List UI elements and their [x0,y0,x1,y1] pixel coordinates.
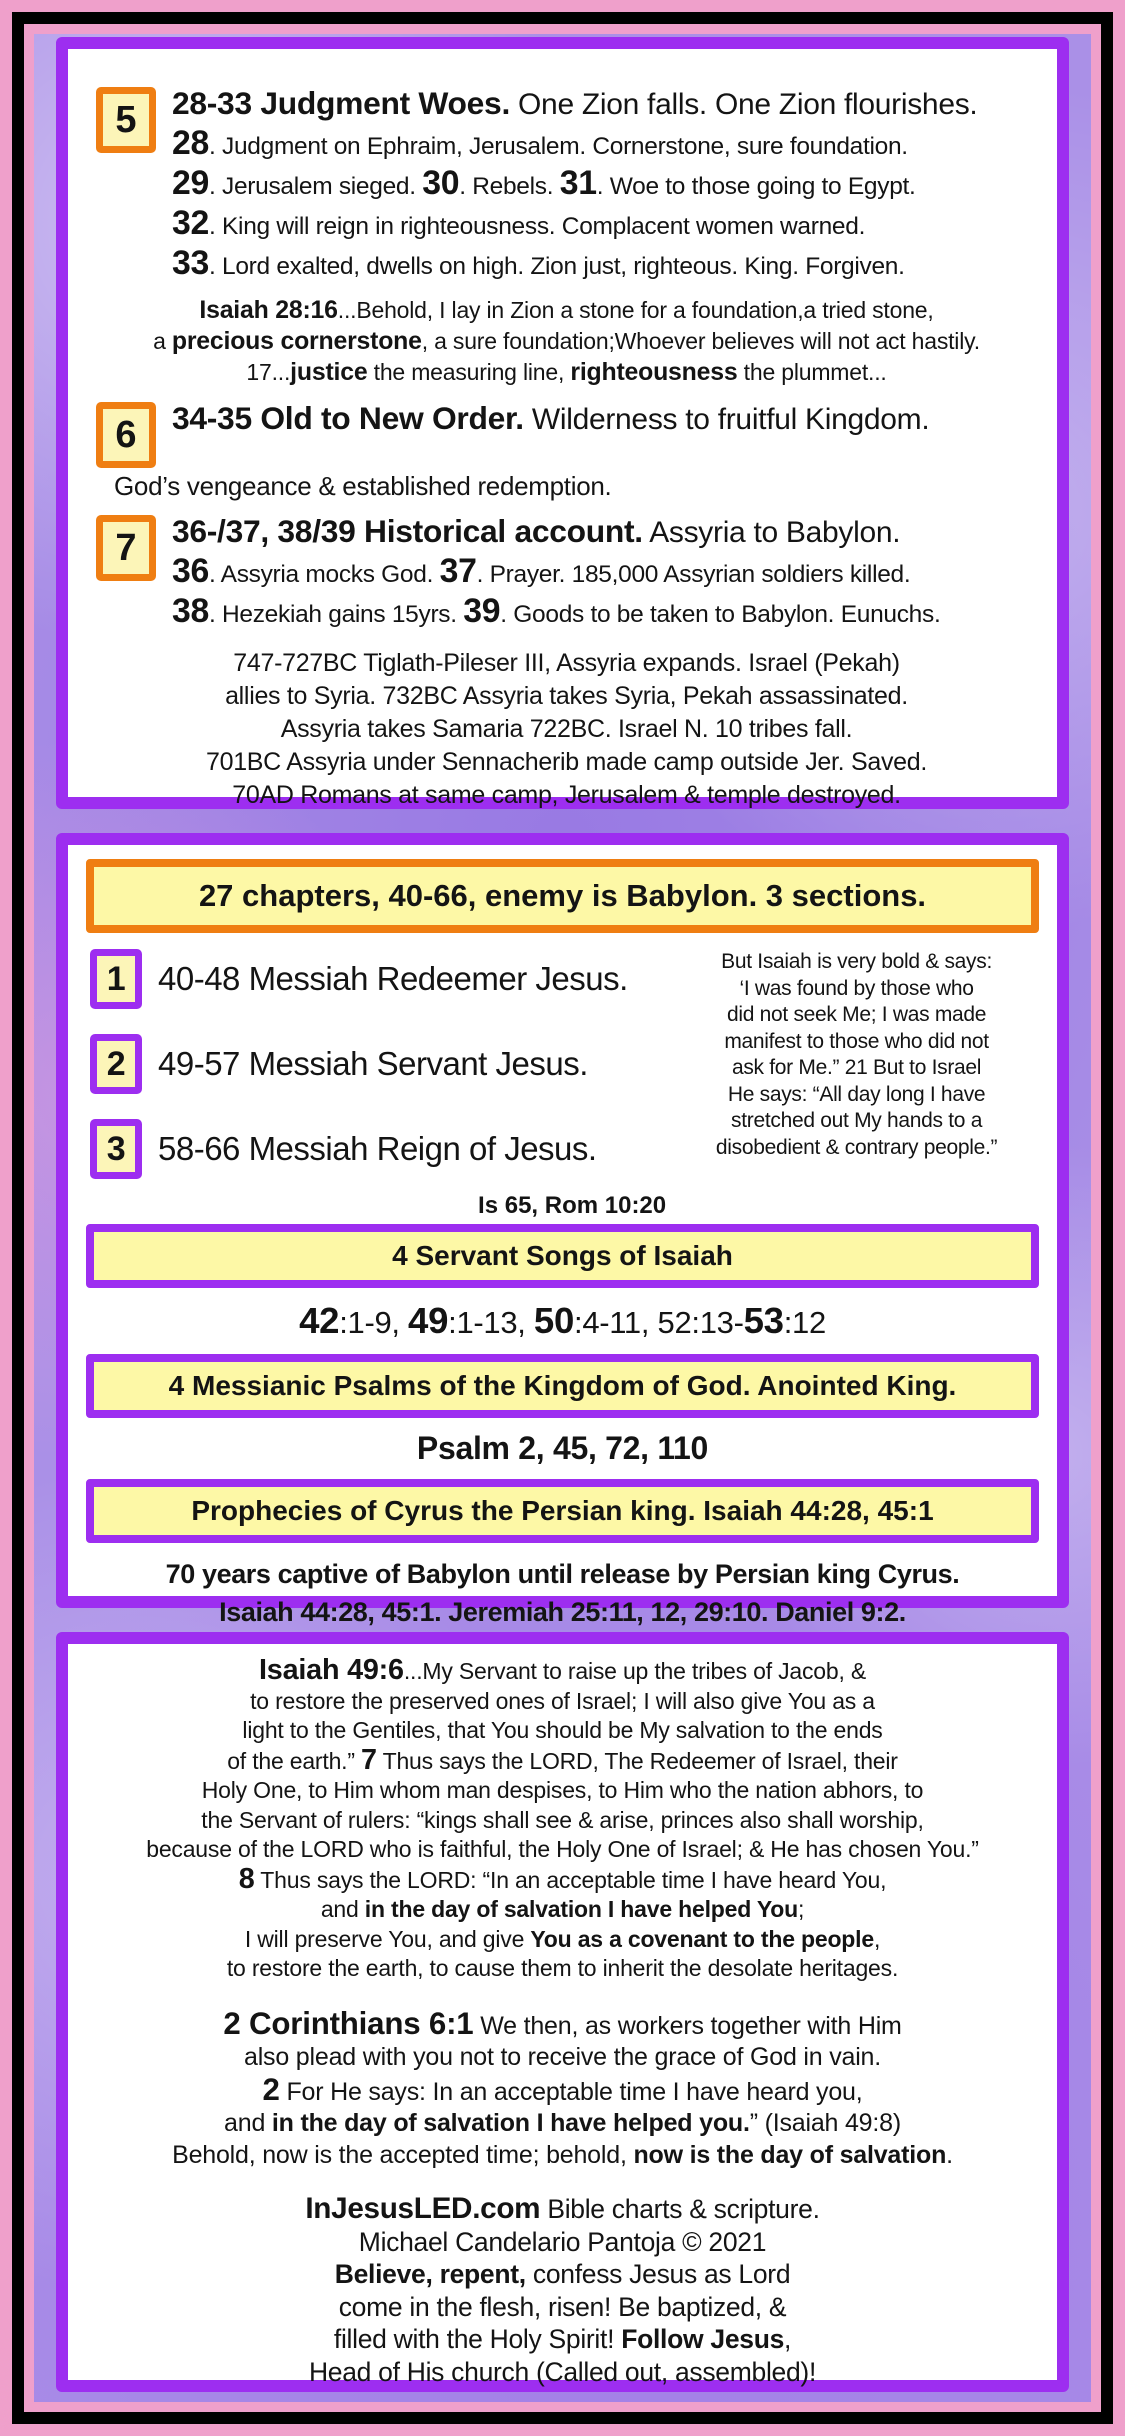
messianic-psalms-references: Psalm 2, 45, 72, 110 [416,1430,709,1466]
section-2-label: 49-57 Messiah Servant Jesus. [158,1045,588,1082]
section-6-row [96,398,1049,468]
panel-chapters-40-66 [56,833,1069,1627]
section-2-badge: 2 [90,1034,142,1094]
section-2-row [90,1034,668,1094]
messianic-psalms-header: 4 Messianic Psalms of the Kingdom of God. Anointed King. [86,1354,1039,1418]
isaiah-28-16-quote: Isaiah 28:16...Behold, I lay in Zion a stone for a foundation,a tried stone, a precious cornerstone, a sure foundation;Whoever believes will not act hastily. 17...justice the measuring line, righteousness the plummet... [153,297,980,386]
cyrus-prophecies-header: Prophecies of Cyrus the Persian king. Isaiah 44:28, 45:1 [86,1479,1039,1543]
panel-scripture-quotes [56,1632,1069,2392]
section-7-chapter-lines: 36. Assyria mocks God. 37. Prayer. 185,000 Assyrian soldiers killed. 38. Hezekiah gains 15yrs. 39. Goods to be taken to Babylon. Eunuchs. [172,552,941,630]
is65-rom-reference: Is 65, Rom 10:20 [478,1192,667,1219]
panel-judgment-woes [56,37,1069,809]
section-1-label: 40-48 Messiah Redeemer Jesus. [158,960,628,997]
three-sections-list [84,949,668,1220]
decorative-frame [12,12,1113,2424]
section-3-badge: 3 [90,1119,142,1179]
assyria-history-notes: 747-727BC Tiglath-Pileser III, Assyria expands. Israel (Pekah) allies to Syria. 732BC Assyria takes Syria, Pekah assassinated. Assyria takes Samaria 722BC. Israel N. 10 tribes fall. 701BC Assyria under Sennacherib made camp outside Jer. Saved. 70AD Romans at same camp, Jerusalem & temple destroyed. [205,649,928,809]
section-3-row [90,1119,668,1179]
section-5-badge: 5 [96,87,156,153]
servant-songs-header: 4 Servant Songs of Isaiah [86,1224,1039,1288]
section-6-heading: 34-35 Old to New Order. Wilderness to fruitful Kingdom. [172,400,930,436]
section-7-text [172,511,1049,633]
section-7-row [96,511,1049,633]
section-7-heading: 36-/37, 38/39 Historical account. Assyria to Babylon. [172,513,901,549]
babylon-captivity-notes: 70 years captive of Babylon until release by Persian king Cyrus. Isaiah 44:28, 45:1. Jeremiah 25:11, 12, 29:10. Daniel 9:2. [165,1559,960,1627]
footer-credits: InJesusLED.com Bible charts & scripture. Michael Candelario Pantoja © 2021 Believe, repent, confess Jesus as Lord come in the flesh, risen! Be baptized, & filled with the Holy Spirit! Follow Jesus, Head of His church (Called out, assembled)! [305,2192,820,2387]
section-7-badge: 7 [96,515,156,581]
section-5-text [172,83,1049,285]
section-6-badge: 6 [96,402,156,468]
chart-background [34,34,1091,2402]
sections-columns [84,949,1045,1220]
section-5-row [96,83,1049,285]
isaiah-49-6-quote: Isaiah 49:6...My Servant to raise up the tribes of Jacob, & to restore the preserved ones of Israel; I will also give You as a light to the Gentiles, that You should be My salvation to the ends of the earth.” 7 Thus says the LORD, The Redeemer of Israel, their Holy One, to Him whom man despises, to Him who the nation abhors, to the Servant of rulers: “kings shall see & arise, princes also shall worship, because of the LORD who is faithful, the Holy One of Israel; & He has chosen You.” 8 Thus says the LORD: “In an acceptable time I have heard You, and in the day of salvation I have helped You; I will preserve You, and give You as a covenant to the people, to restore the earth, to cause them to inherit the desolate heritages. [146,1654,979,1981]
section-1-row [90,949,668,1009]
servant-songs-references: 42:1-9, 49:1-13, 50:4-11, 52:13-53:12 [299,1300,826,1341]
section-6-subline: God’s vengeance & established redemption. [114,471,612,501]
section-1-badge: 1 [90,949,142,1009]
corinthians-6-1-quote: 2 Corinthians 6:1 We then, as workers together with Him also plead with you not to receive the grace of God in vain. 2 For He says: In an acceptable time I have heard you, and in the day of salvation I have helped you.” (Isaiah 49:8) Behold, now is the accepted time; behold, now is the day of salvation. [172,2005,953,2169]
section-3-label: 58-66 Messiah Reign of Jesus. [158,1130,597,1167]
section-5-chapter-lines: 28. Judgment on Ephraim, Jerusalem. Cornerstone, sure foundation. 29. Jerusalem sieged. 30. Rebels. 31. Woe to those going to Egypt. 32. King will reign in righteousness. Complacent women warned. 33. Lord exalted, dwells on high. Zion just, righteous. King. Forgiven. [172,124,916,282]
isaiah-bold-quote: But Isaiah is very bold & says: ‘I was found by those who did not seek Me; I was made manifest to those who did not ask for Me.” 21 But to Israel He says: “All day long I have stretched out My hands to a disobedient & contrary people.” [715,950,998,1159]
section-6-text [172,398,1049,440]
section-5-heading: 28-33 Judgment Woes. One Zion falls. One Zion flourishes. [172,85,978,121]
chapters-40-66-header: 27 chapters, 40-66, enemy is Babylon. 3 sections. [86,859,1039,933]
